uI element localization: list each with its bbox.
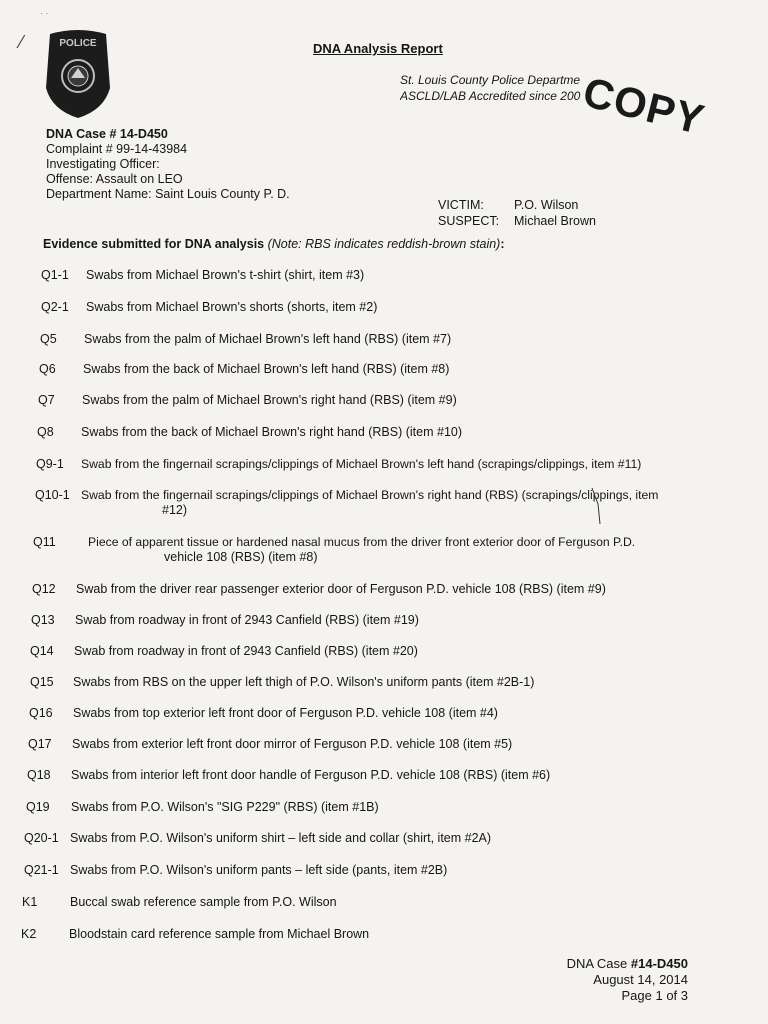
item-desc: Swabs from the back of Michael Brown's right hand (RBS) (item #10) [81, 425, 463, 439]
evidence-heading [43, 237, 505, 251]
item-desc: Swabs from RBS on the upper left thigh of P.O. Wilson's uniform pants (item #2B-1) [73, 675, 535, 689]
item-desc-cont: vehicle 108 (RBS) (item #8) [164, 550, 318, 564]
evidence-heading-label: Evidence submitted for DNA analysis [43, 237, 265, 251]
item-desc: Swabs from interior left front door handle of Ferguson P.D. vehicle 108 (RBS) (item #6) [71, 768, 551, 782]
evidence-heading-colon: : [500, 237, 505, 251]
item-desc: Swabs from Michael Brown's t-shirt (shirt, item #3) [86, 268, 365, 282]
footer-case-number [567, 956, 688, 972]
badge-text: POLICE [59, 38, 97, 49]
police-badge-icon [44, 28, 112, 120]
evidence-heading-note: (Note: RBS indicates reddish-brown stain) [267, 237, 501, 251]
item-desc: Swabs from P.O. Wilson's uniform pants – left side (pants, item #2B) [70, 863, 448, 877]
victim-name: P.O. Wilson [514, 198, 579, 212]
item-desc: Swabs from top exterior left front door of Ferguson P.D. vehicle 108 (item #4) [73, 706, 498, 720]
complaint-number: Complaint # 99-14-43984 [46, 142, 188, 156]
item-desc: Swabs from Michael Brown's shorts (shorts, item #2) [86, 300, 378, 314]
document-page: ⁄ · · POLICE DNA Analysis Report St. Louis County Police Departme ASCLD/LAB Accredited since 200 COPY DNA Case # 14-D450 Complaint # 99-14-43984 Investigating Officer: Offense: Assault on LEO Department Name: Saint Louis County P. D. VICTIM: P.O. Wilson SUSPECT: Michael Brown Evidence submitted for DNA analysis (Note: RBS indicates reddish-brown stain): Q1-1 Swabs from Michael Brown's t-shirt (shirt, item #3) Q2-1 Swabs from Michael Brown's shorts (shorts, item #2) Q5 Swabs from the palm of Michael Brown's left hand (RBS) (item #7) Q6 Swabs from the back of Michael Brown's left hand (RBS) (item #8) Q7 Swabs from the palm of Michael Brown's right hand (RBS) (item #9) Q8 Swabs from the back of Michael Brown's right hand (RBS) (item #10) Q9-1 Swab from the fingernail scrapings/clippings of Michael Brown's left hand (scrapings/clippings, item #11) Q10-1 Swab from the fingernail scrapings/clippings of Michael Brown's right hand (RBS) (scrapings/clippings, item #12) Q11 Piece of apparent tissue or hardened nasal mucus from the driver front exterior door of Ferguson P.D. vehicle 108 (RBS) (item #8) Q12 Swab from the driver rear passenger exterior door of Ferguson P.D. vehicle 108 (RBS) (item #9) Q13 Swab from roadway in front of 2943 Canfield (RBS) (item #19) Q14 Swab from roadway in front of 2943 Canfield (RBS) (item #20) Q15 Swabs from RBS on the upper left thigh of P.O. Wilson's uniform pants (item #2B-1) Q16 Swabs from top exterior left front door of Ferguson P.D. vehicle 108 (item #4) Q17 Swabs from exterior left front door mirror of Ferguson P.D. vehicle 108 (item #5) Q18 Swabs from interior left front door handle of Ferguson P.D. vehicle 108 (RBS) (item #6) Q19 Swabs from P.O. Wilson's "SIG P229" (RBS) (item #1B) Q20-1 Swabs from P.O. Wilson's uniform shirt – left side and collar (shirt, item #2A) Q21-1 Swabs from P.O. Wilson's uniform pants – left side (pants, item #2B) K1 Buccal swab reference sample from P.O. Wilson K2 Bloodstain card reference sample from Michael Brown DNA Case #14-D450 August 14, 2014 Page 1 of 3 [20, 8, 710, 1003]
item-desc-cont: #12) [162, 503, 188, 517]
footer-page-number: Page 1 of 3 [621, 988, 688, 1003]
item-desc: Bloodstain card reference sample from Michael Brown [69, 927, 370, 941]
item-desc: Swab from the fingernail scrapings/clippings of Michael Brown's left hand (scrapings/clippings, item #11) [81, 457, 642, 471]
pen-tick-mark [590, 486, 604, 526]
item-desc: Swab from roadway in front of 2943 Canfield (RBS) (item #19) [75, 613, 419, 627]
accreditation: ASCLD/LAB Accredited since 200 [400, 89, 581, 103]
agency-name: St. Louis County Police Departme [400, 73, 581, 87]
report-title: DNA Analysis Report [313, 41, 443, 56]
item-desc: Swabs from the palm of Michael Brown's left hand (RBS) (item #7) [84, 332, 452, 346]
case-number: DNA Case # 14-D450 [46, 127, 168, 141]
item-desc: Swabs from P.O. Wilson's uniform shirt – left side and collar (shirt, item #2A) [70, 831, 492, 845]
department-name: Department Name: Saint Louis County P. D. [46, 187, 290, 201]
item-desc: Swab from roadway in front of 2943 Canfield (RBS) (item #20) [74, 644, 418, 658]
item-desc: Swab from the fingernail scrapings/clippings of Michael Brown's right hand (RBS) (scrapings/clippings, item [81, 488, 659, 502]
agency-block [400, 72, 600, 104]
item-desc: Swabs from the palm of Michael Brown's right hand (RBS) (item #9) [82, 393, 457, 407]
suspect-label: SUSPECT: [438, 214, 500, 228]
victim-label: VICTIM: [438, 198, 484, 212]
pen-mark: ⁄ [20, 32, 24, 52]
page-footer [567, 956, 688, 1004]
footer-date: August 14, 2014 [593, 972, 688, 987]
item-desc: Piece of apparent tissue or hardened nasal mucus from the driver front exterior door of Ferguson P.D. [88, 535, 636, 549]
scan-speck: · · [40, 8, 49, 18]
item-desc: Swabs from exterior left front door mirror of Ferguson P.D. vehicle 108 (item #5) [72, 737, 513, 751]
item-desc: Buccal swab reference sample from P.O. Wilson [70, 895, 337, 909]
case-info [46, 127, 290, 202]
footer-case-id: #14-D450 [630, 956, 688, 971]
parties [438, 197, 596, 229]
investigating-officer: Investigating Officer: [46, 157, 160, 171]
copy-stamp: COPY [578, 68, 710, 144]
item-desc: Swabs from P.O. Wilson's "SIG P229" (RBS) (item #1B) [71, 800, 379, 814]
suspect-name: Michael Brown [514, 214, 596, 228]
offense: Offense: Assault on LEO [46, 172, 183, 186]
footer-case-prefix: DNA Case [566, 956, 631, 971]
item-desc: Swabs from the back of Michael Brown's left hand (RBS) (item #8) [83, 362, 450, 376]
item-desc: Swab from the driver rear passenger exterior door of Ferguson P.D. vehicle 108 (RBS) (item #9) [76, 582, 606, 596]
